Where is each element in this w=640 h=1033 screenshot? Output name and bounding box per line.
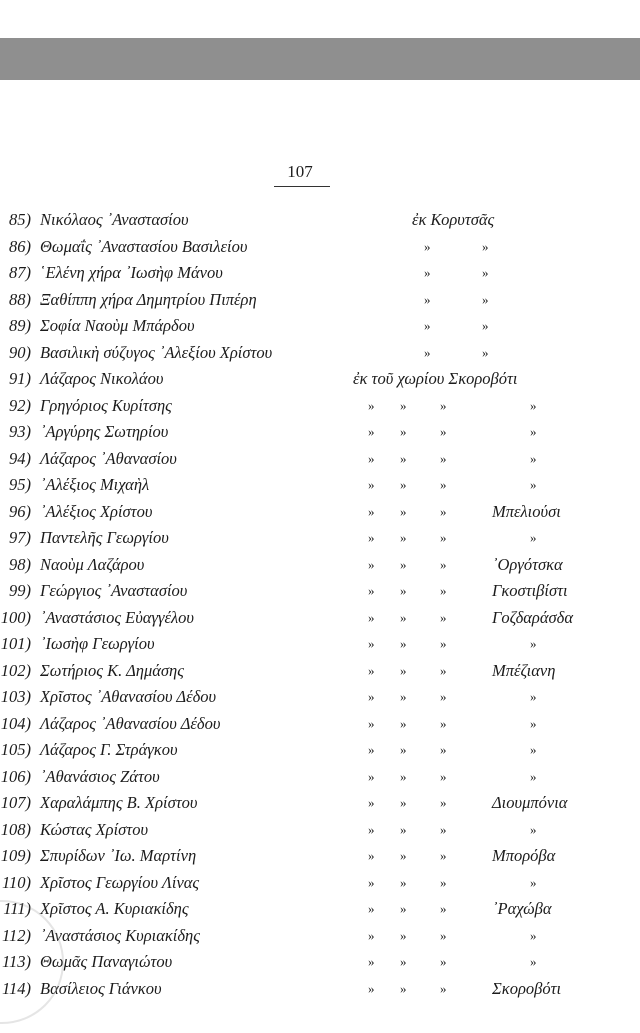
entry-name: ᾽Αλέξιος Μιχαὴλ (40, 475, 150, 494)
ditto-mark: » (440, 874, 447, 890)
entry-row (0, 234, 640, 261)
entry-name: Χρῖστος Γεωργίου Λίνας (40, 872, 200, 892)
ditto-mark: » (440, 954, 447, 969)
ditto-mark: » (440, 503, 447, 519)
entry-row (0, 896, 640, 923)
entry-origin: Μπορόβα (492, 846, 556, 865)
entry-number: 107) (0, 793, 31, 812)
ditto-mark: » (440, 689, 447, 704)
ditto-mark: » (400, 795, 407, 810)
entry-number: 109) (0, 846, 31, 865)
entry-row (0, 260, 640, 287)
entry-name: ᾽Αλέξιος Χρίστου (40, 501, 153, 521)
entry-number: 95) (9, 475, 31, 494)
entry-origin: ᾽Ραχώβα (492, 899, 552, 918)
entry-name: Νικόλαος ᾽Αναστασίου (40, 210, 189, 229)
ditto-mark: » (368, 689, 375, 704)
ditto-mark: » (368, 848, 375, 863)
entry-name: Χαραλάμπης Β. Χρίστου (40, 793, 198, 812)
ditto-mark: » (400, 901, 407, 916)
ditto-mark: » (400, 583, 407, 598)
ditto-mark: » (530, 768, 537, 784)
entry-row (0, 552, 640, 579)
entry-number: 87) (9, 263, 31, 282)
ditto-mark: » (530, 821, 537, 837)
ditto-mark: » (440, 901, 447, 916)
ditto-mark: » (368, 662, 375, 678)
entry-row (0, 605, 640, 632)
entry-number: 90) (9, 342, 31, 362)
entry-row (0, 499, 640, 526)
ditto-mark: » (400, 609, 407, 625)
entry-origin: Μπέζιανη (492, 660, 556, 680)
entry-row (0, 366, 640, 393)
ditto-mark: » (400, 662, 407, 678)
ditto-mark: » (400, 424, 407, 439)
entry-number: 108) (0, 819, 31, 839)
entry-name: Σοφία Ναοὺμ Μπάρδου (40, 316, 195, 335)
ditto-mark: » (440, 848, 447, 863)
ditto-mark: » (368, 874, 375, 890)
ditto-mark: » (400, 530, 407, 545)
entry-row (0, 419, 640, 446)
ditto-mark: » (440, 609, 447, 625)
entry-row (0, 976, 640, 1003)
ditto-mark: » (400, 874, 407, 890)
entry-number: 106) (0, 766, 31, 786)
ditto-mark: » (400, 954, 407, 969)
ditto-mark: » (530, 927, 537, 943)
ditto-mark: » (530, 397, 537, 413)
ditto-mark: » (530, 530, 537, 545)
entry-number: 93) (9, 422, 31, 441)
entry-row (0, 711, 640, 738)
entry-origin: Γοζδαράσδα (492, 607, 573, 627)
ditto-mark: » (530, 450, 537, 466)
ditto-mark: » (440, 556, 447, 572)
ditto-mark: » (440, 477, 447, 492)
entry-row (0, 525, 640, 552)
entry-number: 89) (9, 316, 31, 335)
entry-name: Ξαθίππη χήρα Δημητρίου Πιπέρη (40, 289, 257, 309)
ditto-mark: » (440, 980, 447, 996)
ditto-mark: » (530, 742, 537, 757)
ditto-mark: » (440, 742, 447, 757)
ditto-mark: » (530, 477, 537, 492)
entry-row (0, 843, 640, 870)
ditto-mark: » (482, 344, 489, 360)
entry-row (0, 764, 640, 791)
ditto-mark: » (368, 927, 375, 943)
ditto-mark: » (368, 742, 375, 757)
entry-row (0, 340, 640, 367)
entry-number: 113) (1, 952, 31, 971)
ditto-mark: » (368, 954, 375, 969)
entry-number: 97) (9, 528, 31, 547)
ditto-mark: » (440, 821, 447, 837)
ditto-mark: » (424, 265, 431, 280)
entry-name: Βασιλικὴ σύζυγος ᾽Αλεξίου Χρίστου (40, 342, 273, 362)
ditto-mark: » (440, 768, 447, 784)
ditto-mark: » (400, 450, 407, 466)
ditto-mark: » (482, 238, 489, 254)
entry-row (0, 578, 640, 605)
entry-number: 85) (9, 210, 31, 229)
entry-name: Χρῖστος ᾽Αθανασίου Δέδου (40, 687, 217, 706)
entry-name: ῾Ελένη χήρα ᾽Ιωσὴφ Μάνου (40, 263, 223, 282)
entry-row (0, 472, 640, 499)
entry-row (0, 870, 640, 897)
entry-row (0, 817, 640, 844)
entry-origin: Σκοροβότι (492, 978, 562, 998)
entry-row (0, 631, 640, 658)
ditto-mark: » (368, 609, 375, 625)
entry-origin: Μπελιούσι (492, 501, 561, 521)
entry-name: Σπυρίδων ᾽Ιω. Μαρτίνη (40, 846, 197, 865)
ditto-mark: » (400, 715, 407, 731)
ditto-mark: » (424, 344, 431, 360)
entry-name: Λάζαρος Γ. Στράγκου (40, 740, 178, 759)
entry-name: Ναοὺμ Λαζάρου (40, 554, 145, 574)
ditto-mark: » (368, 556, 375, 572)
page-number: 107 (287, 162, 313, 181)
entry-name: ᾽Αναστάσιος Κυριακίδης (40, 925, 200, 945)
ditto-mark: » (440, 450, 447, 466)
entry-row (0, 313, 640, 340)
entry-number: 110) (1, 872, 31, 892)
ditto-mark: » (400, 821, 407, 837)
entry-number: 98) (9, 554, 31, 574)
ditto-mark: » (440, 530, 447, 545)
entry-number: 96) (9, 501, 31, 521)
ditto-mark: » (368, 397, 375, 413)
ditto-mark: » (440, 397, 447, 413)
entry-number: 105) (0, 740, 31, 759)
ditto-mark: » (440, 927, 447, 943)
entry-name: Σωτήριος Κ. Δημάσης (40, 660, 184, 680)
ditto-mark: » (530, 874, 537, 890)
entry-number: 99) (9, 581, 31, 600)
entry-name: Κώστας Χρίστου (40, 819, 149, 839)
ditto-mark: » (482, 291, 489, 307)
entry-name: Γεώργιος ᾽Αναστασίου (40, 581, 188, 600)
ditto-mark: » (400, 742, 407, 757)
entry-origin: ἐκ Κορυτσᾶς (412, 210, 495, 229)
entry-number: 100) (0, 607, 31, 627)
entry-number: 114) (1, 978, 31, 998)
ditto-mark: » (530, 636, 537, 651)
entry-row (0, 393, 640, 420)
entry-row (0, 737, 640, 764)
ditto-mark: » (424, 238, 431, 254)
ditto-mark: » (368, 715, 375, 731)
entry-row (0, 207, 640, 234)
entry-name: Βασίλειος Γιάνκου (40, 978, 162, 998)
entry-name: ᾽Αναστάσιος Εὐαγγέλου (40, 607, 194, 627)
ditto-mark: » (368, 450, 375, 466)
ditto-mark: » (368, 768, 375, 784)
ditto-mark: » (482, 265, 489, 280)
ditto-mark: » (440, 636, 447, 651)
ditto-mark: » (530, 954, 537, 969)
ditto-mark: » (400, 636, 407, 651)
ditto-mark: » (530, 424, 537, 439)
ditto-mark: » (530, 715, 537, 731)
ditto-mark: » (440, 424, 447, 439)
entry-name: Λάζαρος ᾽Αθανασίου (40, 448, 177, 468)
entry-origin: Γκοστιβίστι (492, 581, 568, 600)
entry-name: Θωμᾶς Παναγιώτου (40, 952, 173, 971)
ditto-mark: » (368, 901, 375, 916)
entry-origin: Διουμπόνια (492, 793, 568, 812)
entry-number: 94) (9, 448, 31, 468)
entry-name: Παντελῆς Γεωργίου (40, 528, 169, 547)
ditto-mark: » (368, 503, 375, 519)
ditto-mark: » (368, 795, 375, 810)
entry-row (0, 684, 640, 711)
entry-row (0, 287, 640, 314)
ditto-mark: » (400, 503, 407, 519)
ditto-mark: » (368, 424, 375, 439)
page-number-underline (274, 186, 330, 187)
ditto-mark: » (368, 530, 375, 545)
ditto-mark: » (400, 397, 407, 413)
ditto-mark: » (400, 689, 407, 704)
entry-number: 92) (9, 395, 31, 415)
ditto-mark: » (424, 318, 431, 333)
entry-name: Γρηγόριος Κυρίτσης (40, 395, 172, 415)
entry-row (0, 790, 640, 817)
ditto-mark: » (440, 715, 447, 731)
entry-name: ᾽Αργύρης Σωτηρίου (40, 422, 169, 441)
entry-list (0, 207, 640, 1002)
ditto-mark: » (400, 556, 407, 572)
entry-name: ᾽Ιωσὴφ Γεωργίου (40, 634, 155, 653)
top-gray-bar (0, 38, 640, 80)
ditto-mark: » (368, 821, 375, 837)
entry-name: Λάζαρος Νικολάου (40, 369, 164, 388)
entry-number: 103) (0, 687, 31, 706)
entry-number: 101) (0, 634, 31, 653)
ditto-mark: » (400, 980, 407, 996)
entry-row (0, 658, 640, 685)
entry-number: 88) (9, 289, 31, 309)
entry-row (0, 446, 640, 473)
entry-name: Θωμαΐς ᾽Αναστασίου Βασιλείου (40, 236, 248, 256)
entry-row (0, 949, 640, 976)
entry-origin: ᾽Οργότσκα (492, 554, 563, 574)
ditto-mark: » (400, 848, 407, 863)
ditto-mark: » (368, 980, 375, 996)
entry-number: 104) (0, 713, 31, 733)
entry-number: 102) (0, 660, 31, 680)
ditto-mark: » (368, 636, 375, 651)
ditto-mark: » (368, 583, 375, 598)
entry-number: 86) (9, 236, 31, 256)
ditto-mark: » (440, 662, 447, 678)
entry-name: Χρῖστος Α. Κυριακίδης (40, 899, 189, 918)
ditto-mark: » (424, 291, 431, 307)
entry-name: Λάζαρος ᾽Αθανασίου Δέδου (40, 713, 221, 733)
ditto-mark: » (482, 318, 489, 333)
ditto-mark: » (440, 583, 447, 598)
ditto-mark: » (400, 477, 407, 492)
entry-row (0, 923, 640, 950)
ditto-mark: » (530, 689, 537, 704)
ditto-mark: » (440, 795, 447, 810)
ditto-mark: » (400, 927, 407, 943)
entry-number: 112) (1, 925, 31, 945)
entry-name: ᾽Αθανάσιος Ζάτου (40, 766, 160, 786)
entry-number: 91) (9, 369, 31, 388)
ditto-mark: » (368, 477, 375, 492)
entry-number: 111) (3, 899, 31, 918)
entry-origin: ἐκ τοῦ χωρίου Σκοροβότι (353, 369, 518, 388)
ditto-mark: » (400, 768, 407, 784)
